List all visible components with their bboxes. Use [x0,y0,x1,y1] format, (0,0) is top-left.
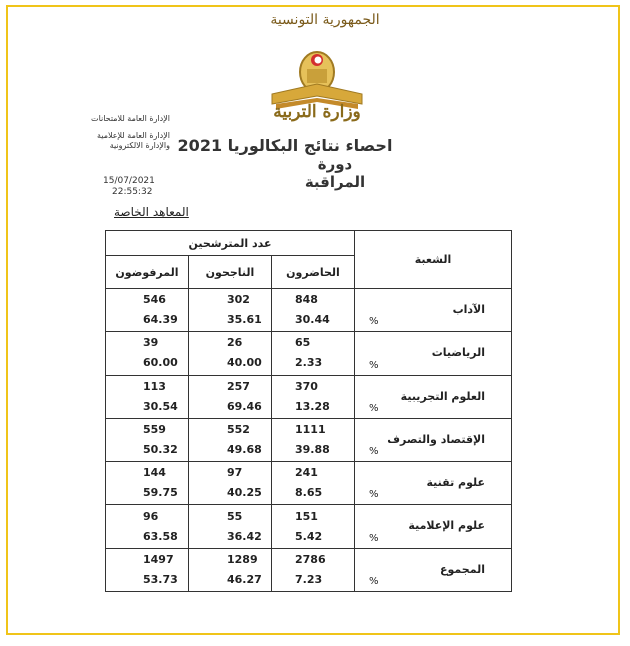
ministry-name: وزارة التربية [273,102,361,122]
percent-symbol: % [369,359,379,371]
table-row [106,332,512,375]
rejected-count: 1497 [143,552,174,566]
passed-count: 26 [227,336,243,350]
table-row [106,418,512,461]
dept-it-line1: الإدارة العامة للإعلامية [97,131,170,140]
rejected-percent: 59.75 [143,486,178,500]
rejected-count: 144 [143,466,166,480]
passed-percent: 46.27 [227,572,262,586]
branch-name: الآداب [452,303,485,317]
branch-cell [355,505,512,548]
branch-name: العلوم التجريبية [400,389,485,403]
present-percent: 39.88 [295,442,330,456]
present-count: 2786 [295,552,326,566]
passed-percent: 35.61 [227,313,262,327]
present-percent: 13.28 [295,399,330,413]
rejected-percent: 64.39 [143,313,178,327]
table-row [106,462,512,505]
present-count: 241 [295,466,318,480]
rejected-count: 39 [143,336,159,350]
dept-exams: الإدارة العامة للامتحانات [91,114,170,123]
passed-header: الناجحون [189,256,272,289]
rejected-percent: 53.73 [143,572,178,586]
passed-count: 1289 [227,552,258,566]
present-cell [272,548,355,591]
rejected-percent: 60.00 [143,356,178,370]
section-title: المعاهد الخاصة [114,205,189,219]
present-count: 1111 [295,422,326,436]
branch-header: الشعبة [355,231,512,289]
percent-symbol: % [369,446,379,458]
passed-count: 302 [227,293,250,307]
passed-cell [189,505,272,548]
present-percent: 8.65 [295,486,323,500]
rejected-cell [106,375,189,418]
table-row [106,375,512,418]
present-percent: 2.33 [295,356,323,370]
branch-cell [355,289,512,332]
branch-cell [355,375,512,418]
rejected-count: 559 [143,422,166,436]
branch-name: المجموع [440,562,485,576]
branch-name: علوم تقنية [426,476,485,490]
candidates-group-header: عدد المترشحين [106,231,355,256]
present-cell [272,418,355,461]
present-percent: 7.23 [295,572,323,586]
passed-count: 257 [227,379,250,393]
rejected-percent: 50.32 [143,442,178,456]
present-cell [272,289,355,332]
passed-percent: 69.46 [227,399,262,413]
percent-symbol: % [369,489,379,501]
table-row [106,505,512,548]
present-count: 151 [295,509,318,523]
branch-cell [355,548,512,591]
page-title: احصاء نتائج البكالوريا 2021 [177,136,393,155]
rejected-cell [106,289,189,332]
rejected-header: المرفوضون [106,256,189,289]
percent-symbol: % [369,402,379,414]
timestamp-date: 15/07/2021 [103,176,155,186]
present-count: 848 [295,293,318,307]
timestamp-time: 22:55:32 [112,187,153,197]
branch-cell [355,418,512,461]
percent-symbol: % [369,576,379,587]
present-count: 370 [295,379,318,393]
percent-symbol: % [369,316,379,328]
present-cell [272,332,355,375]
branch-name: علوم الإعلامية [408,519,485,533]
branch-name: الرياضيات [431,346,485,360]
rejected-cell [106,462,189,505]
percent-symbol: % [369,532,379,544]
table-row [106,289,512,332]
present-percent: 5.42 [295,529,323,543]
dept-it-line2: والإدارة الالكترونية [109,141,170,150]
results-table [105,230,512,592]
branch-cell [355,332,512,375]
rejected-percent: 63.58 [143,529,178,543]
table-row [106,548,512,591]
rejected-count: 96 [143,509,159,523]
passed-count: 552 [227,422,250,436]
rejected-cell [106,505,189,548]
passed-percent: 40.25 [227,486,262,500]
branch-name: الإقتصاد والتصرف [387,432,485,446]
passed-cell [189,462,272,505]
rejected-count: 546 [143,293,166,307]
rejected-percent: 30.54 [143,399,178,413]
present-header: الحاضرون [272,256,355,289]
republic-calligraphy: الجمهورية التونسية [270,12,380,28]
passed-cell [189,375,272,418]
passed-cell [189,289,272,332]
present-cell [272,375,355,418]
branch-cell [355,462,512,505]
passed-cell [189,332,272,375]
present-cell [272,462,355,505]
passed-cell [189,548,272,591]
rejected-count: 113 [143,379,166,393]
rejected-cell [106,548,189,591]
passed-percent: 40.00 [227,356,262,370]
passed-percent: 36.42 [227,529,262,543]
passed-count: 55 [227,509,243,523]
present-percent: 30.44 [295,313,330,327]
present-cell [272,505,355,548]
rejected-cell [106,418,189,461]
session-title: دورة المراقبة [304,155,366,191]
passed-cell [189,418,272,461]
passed-count: 97 [227,466,243,480]
passed-percent: 49.68 [227,442,262,456]
present-count: 65 [295,336,311,350]
rejected-cell [106,332,189,375]
